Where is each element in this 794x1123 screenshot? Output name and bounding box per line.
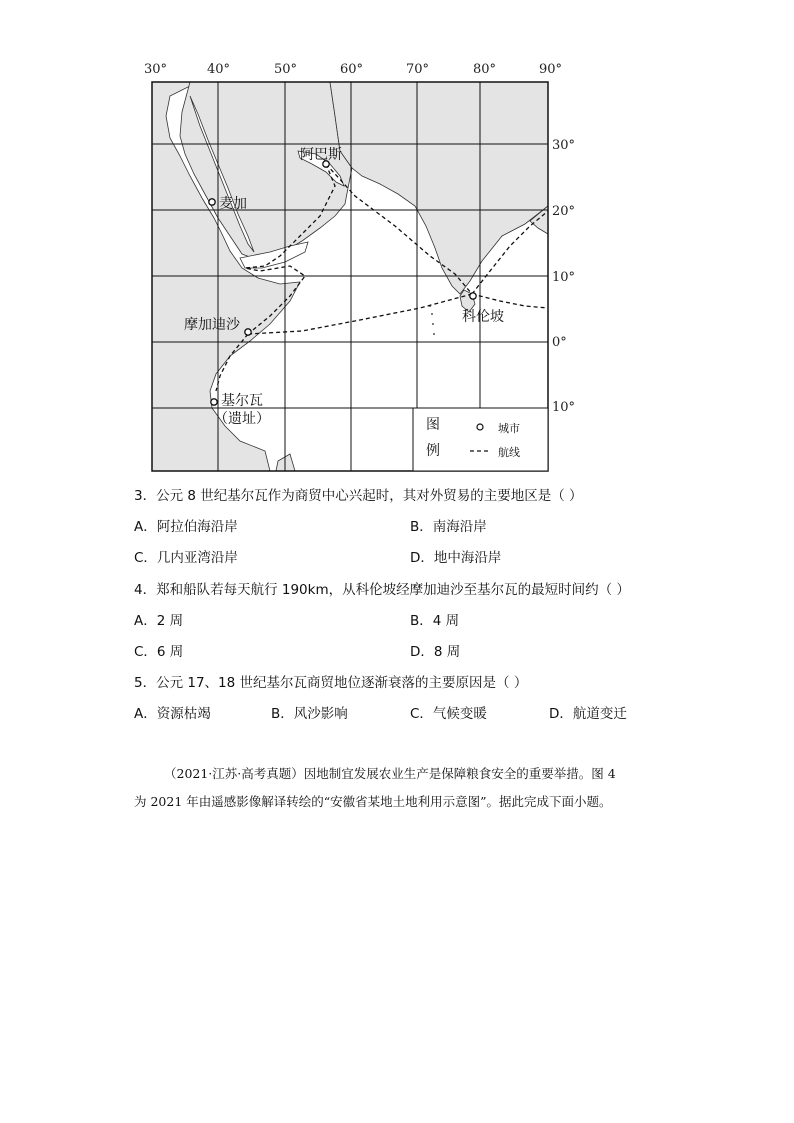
question-5-option-b[interactable]: B．风沙影响 [271, 706, 348, 722]
legend-city-marker [477, 424, 483, 430]
city-label-colombo: 科伦坡 [462, 309, 504, 325]
question-3-option-b[interactable]: B．南海沿岸 [410, 519, 487, 535]
city-label-mogadishu: 摩加迪沙 [184, 317, 240, 333]
next-section-intro [134, 760, 664, 816]
intro-line-2: 为 2021 年由遥感影像解译转绘的“安徽省某地土地利用示意图”。据此完成下面小题。 [134, 794, 612, 809]
question-5-stem: 5．公元 17、18 世纪基尔瓦商贸地位逐渐衰落的主要原因是（ ） [134, 675, 528, 691]
question-4-option-b[interactable]: B．4 周 [410, 613, 460, 629]
legend-route-label: 航线 [498, 446, 520, 459]
lon-label-70: 70° [406, 62, 430, 77]
question-5-option-a[interactable]: A．资源枯竭 [134, 706, 211, 722]
question-3-stem: 3．公元 8 世纪基尔瓦作为商贸中心兴起时，其对外贸易的主要地区是（ ） [134, 488, 583, 504]
lon-label-90: 90° [539, 62, 563, 77]
lat-label-10n: 10° [552, 270, 576, 285]
city-label-kilwa-note: （遗址） [214, 411, 270, 427]
question-4-option-a[interactable]: A．2 周 [134, 613, 184, 629]
indian-ocean-map [130, 56, 590, 476]
city-label-mecca: 麦加 [219, 196, 247, 212]
lon-label-80: 80° [473, 62, 497, 77]
legend-city-label: 城市 [498, 422, 520, 435]
city-label-kilwa: 基尔瓦 [221, 393, 263, 409]
colombo-marker [470, 293, 476, 299]
question-5-option-c[interactable]: C．气候变暖 [410, 706, 487, 722]
legend-title-bottom: 例 [426, 443, 440, 459]
lat-label-0: 0° [552, 335, 567, 350]
intro-line-1: （2021·江苏·高考真题）因地制宜发展农业生产是保障粮食安全的重要举措。图 4 [164, 766, 616, 781]
question-4-stem: 4．郑和船队若每天航行 190km，从科伦坡经摩加迪沙至基尔瓦的最短时间约（ ） [134, 582, 630, 598]
mecca-marker [209, 199, 215, 205]
question-3-option-c[interactable]: C．几内亚湾沿岸 [134, 550, 238, 566]
city-label-abas: 阿巴斯 [300, 147, 342, 163]
kilwa-marker [211, 399, 217, 405]
lon-label-50: 50° [274, 62, 298, 77]
question-4-option-c[interactable]: C．6 周 [134, 644, 184, 660]
mogadishu-marker [245, 329, 251, 335]
question-5-option-d[interactable]: D．航道变迁 [549, 706, 627, 722]
legend-title-top: 图 [426, 417, 440, 433]
lon-label-30: 30° [144, 62, 168, 77]
lat-label-10s: 10° [552, 400, 576, 415]
map-canvas [130, 56, 590, 476]
question-3-option-a[interactable]: A．阿拉伯海沿岸 [134, 519, 238, 535]
lon-label-40: 40° [207, 62, 231, 77]
question-4-option-d[interactable]: D．8 周 [410, 644, 461, 660]
lon-label-60: 60° [340, 62, 364, 77]
lat-label-20n: 20° [552, 204, 576, 219]
question-3-option-d[interactable]: D．地中海沿岸 [410, 550, 502, 566]
lat-label-30n: 30° [552, 138, 576, 153]
